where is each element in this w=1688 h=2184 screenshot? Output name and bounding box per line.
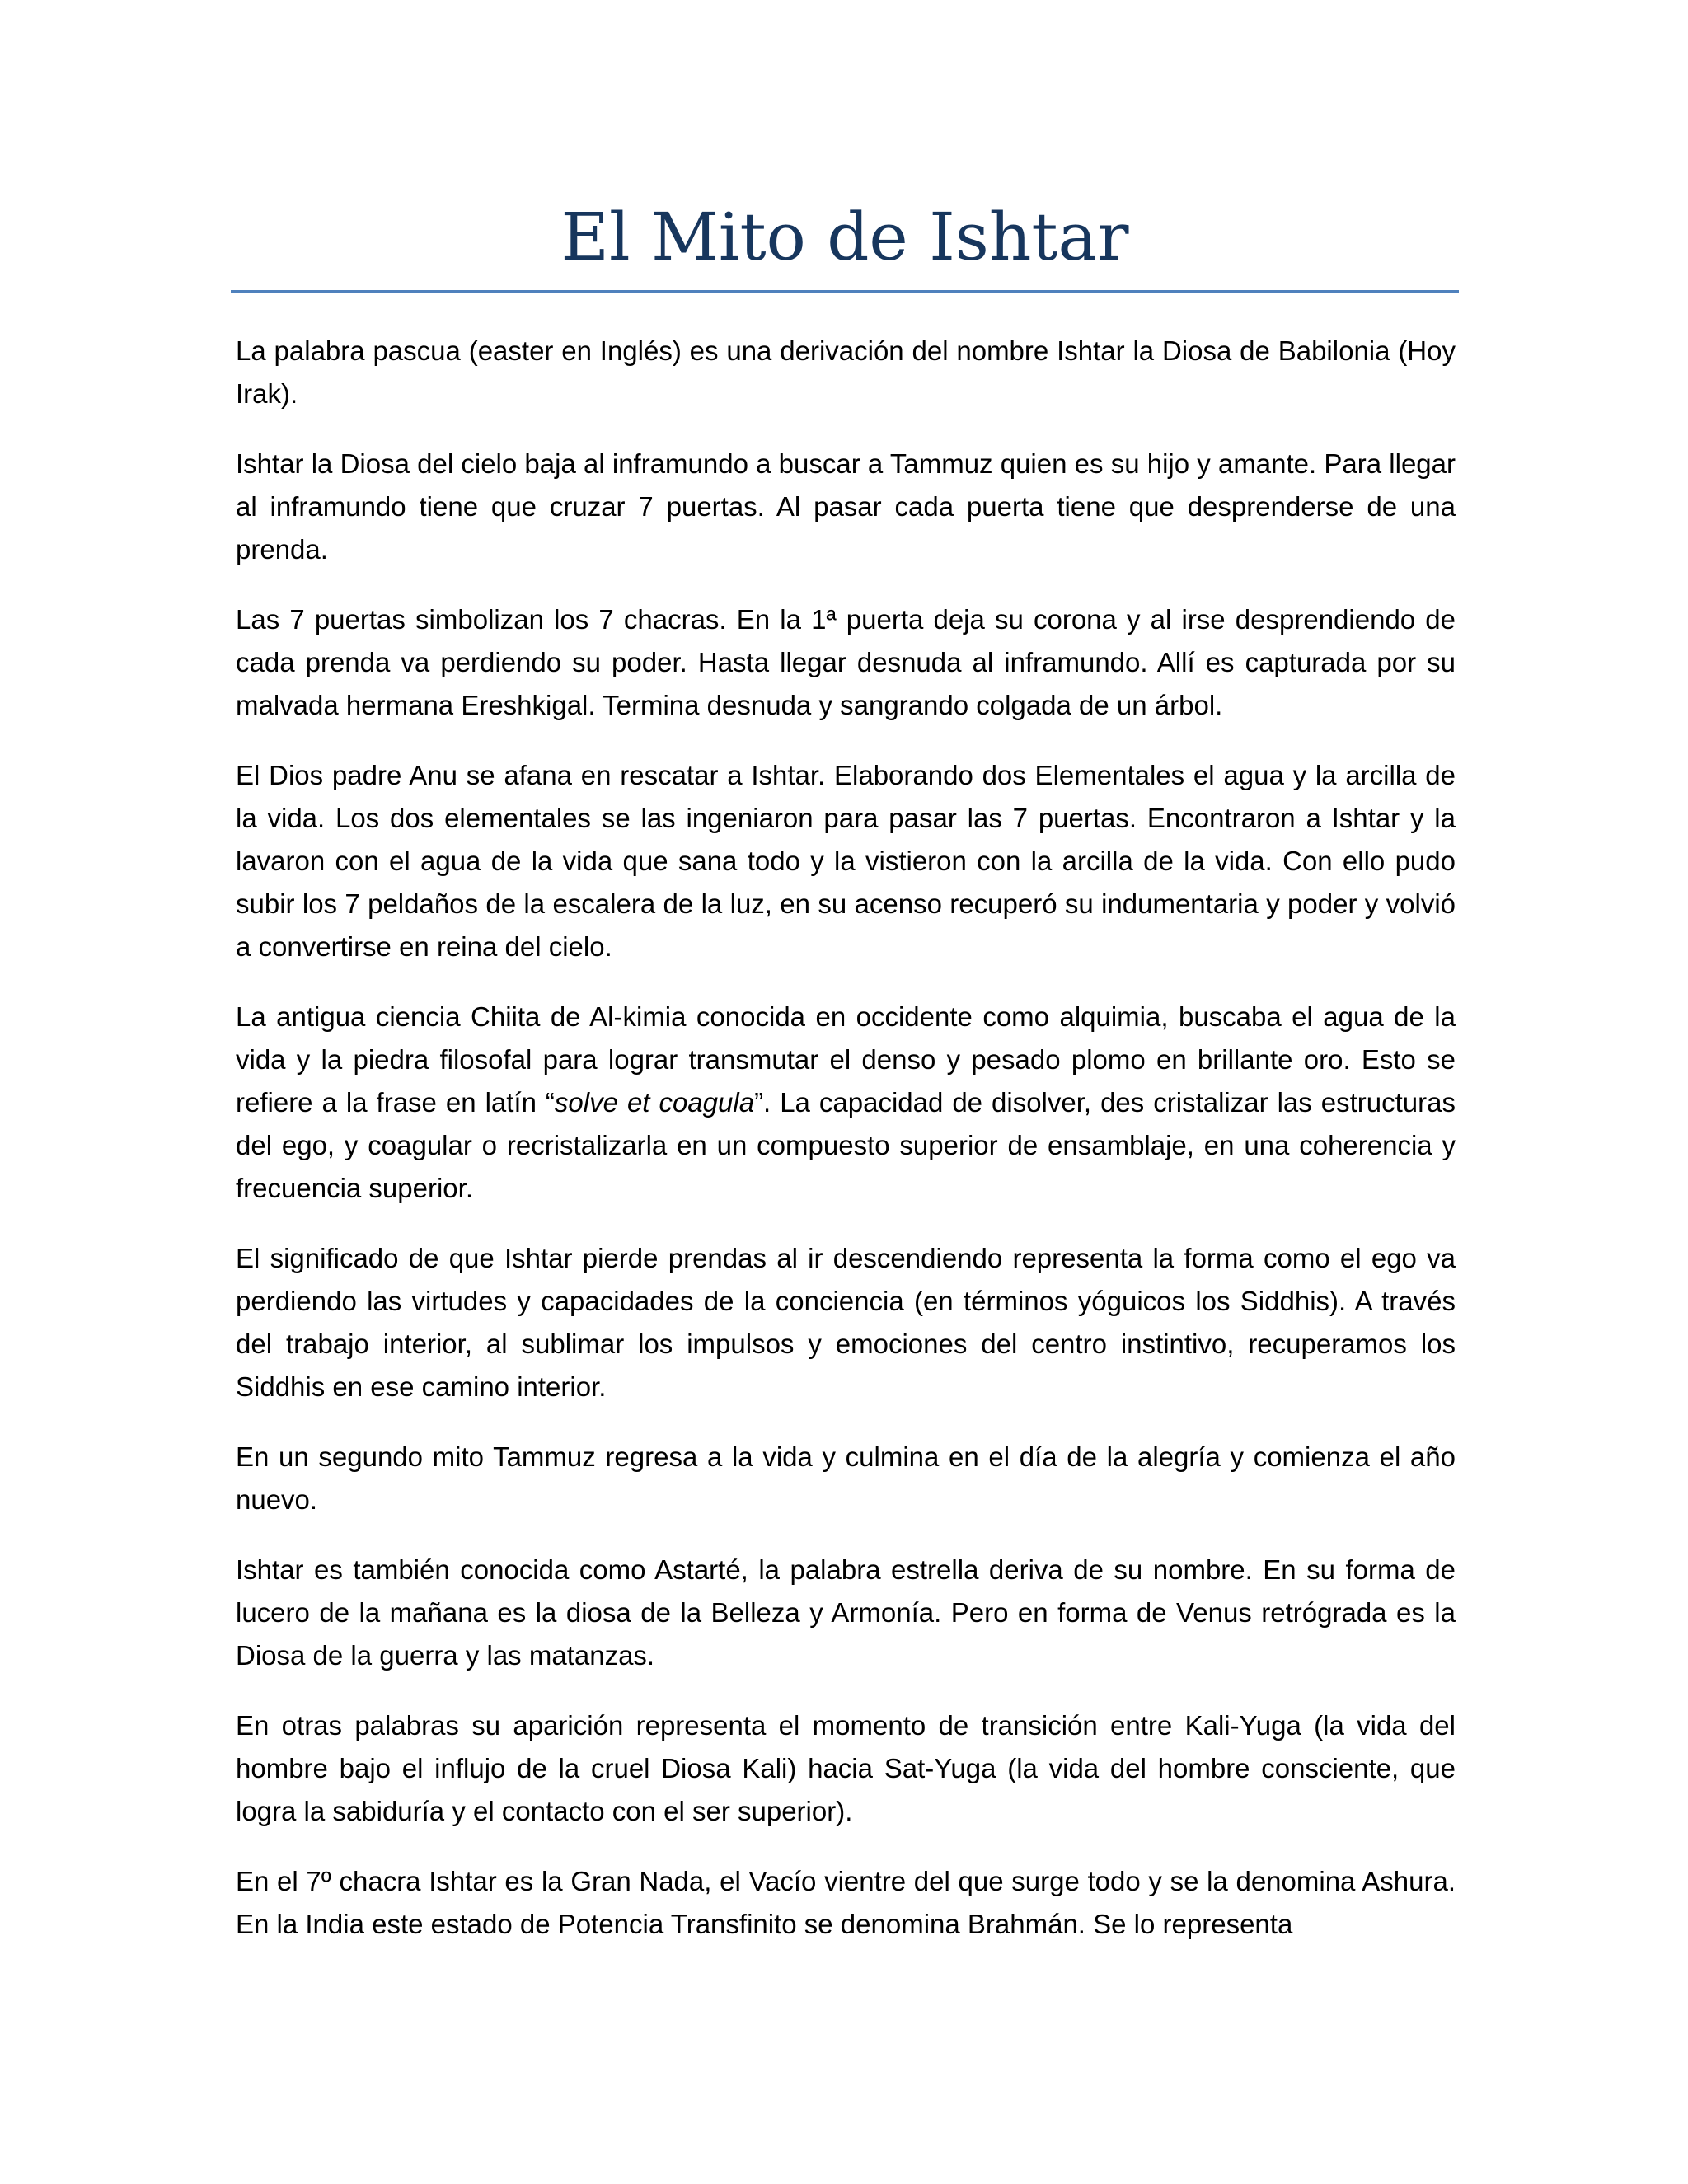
- paragraph-10: En el 7º chacra Ishtar es la Gran Nada, el Vacío vientre del que surge todo y se la denomina Ashura. En la India este estado de Potencia Transfinito se denomina Brahmán. Se lo representa: [236, 1866, 1456, 1939]
- paragraph-2: Ishtar la Diosa del cielo baja al inframundo a buscar a Tammuz quien es su hijo y amante. Para llegar al inframundo tiene que cruzar 7 puertas. Al pasar cada puerta tiene que desprenderse de una prenda.: [236, 448, 1456, 565]
- document-body: [236, 330, 1456, 1946]
- paragraph-3: Las 7 puertas simbolizan los 7 chacras. En la 1ª puerta deja su corona y al irse desprendiendo de cada prenda va perdiendo su poder. Hasta llegar desnuda al inframundo. Allí es capturada por su malvada hermana Ereshkigal. Termina desnuda y sangrando colgada de un árbol.: [236, 604, 1456, 720]
- paragraph-5-text-before: La antigua ciencia Chiita de Al-kimia conocida en occidente como alquimia, buscaba el agua de la vida y la piedra filosofal para lograr transmutar el denso y pesado plomo en brillante oro. Esto se refiere a la frase en latín “: [236, 1001, 1456, 1118]
- paragraph-5-italic-phrase: solve et coagula: [554, 1087, 755, 1118]
- paragraph-8: Ishtar es también conocida como Astarté, la palabra estrella deriva de su nombre. En su forma de lucero de la mañana es la diosa de la Belleza y Armonía. Pero en forma de Venus retrógrada es la Diosa de la guerra y las matanzas.: [236, 1554, 1456, 1671]
- paragraph-5: [236, 996, 1456, 1210]
- document-title: El Mito de Ishtar: [560, 199, 1129, 275]
- paragraph-7: En un segundo mito Tammuz regresa a la vida y culmina en el día de la alegría y comienza el año nuevo.: [236, 1441, 1456, 1515]
- paragraph-6: El significado de que Ishtar pierde prendas al ir descendiendo representa la forma como el ego va perdiendo las virtudes y capacidades de la conciencia (en términos yóguicos los Siddhis). A través del trabajo interior, al sublimar los impulsos y emociones del centro instintivo, recuperamos los Siddhis en ese camino interior.: [236, 1243, 1456, 1402]
- paragraph-5-text-after: ”. La capacidad de disolver, des cristalizar las estructuras del ego, y coagular o recristalizarla en un compuesto superior de ensamblaje, en una coherencia y frecuencia superior.: [236, 1087, 1456, 1203]
- paragraph-9: En otras palabras su aparición representa el momento de transición entre Kali-Yuga (la vida del hombre bajo el influjo de la cruel Diosa Kali) hacia Sat-Yuga (la vida del hombre consciente, que logra la sabiduría y el contacto con el ser superior).: [236, 1710, 1456, 1826]
- title-underline: [231, 290, 1459, 293]
- paragraph-4: El Dios padre Anu se afana en rescatar a Ishtar. Elaborando dos Elementales el agua y la arcilla de la vida. Los dos elementales se las ingeniaron para pasar las 7 puertas. Encontraron a Ishtar y la lavaron con el agua de la vida que sana todo y la vistieron con la arcilla de la vida. Con ello pudo subir los 7 peldaños de la escalera de la luz, en su acenso recuperó su indumentaria y poder y volvió a convertirse en reina del cielo.: [236, 760, 1456, 962]
- paragraph-1: La palabra pascua (easter en Inglés) es una derivación del nombre Ishtar la Diosa de Babilonia (Hoy Irak).: [236, 335, 1456, 409]
